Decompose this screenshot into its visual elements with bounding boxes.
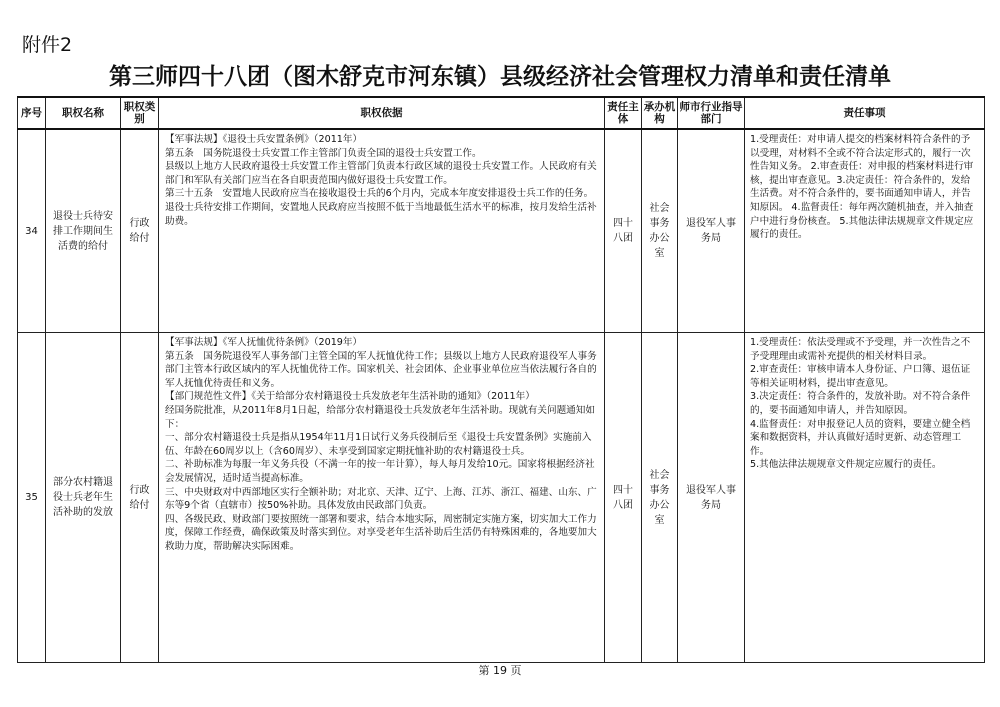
row-subject: 四十八团 bbox=[605, 129, 642, 333]
header-basis: 职权依据 bbox=[159, 97, 605, 129]
row-name: 退役士兵待安排工作期间生活费的给付 bbox=[46, 129, 121, 333]
table-header-row bbox=[18, 97, 985, 129]
header-category: 职权类别 bbox=[121, 97, 159, 129]
row-name: 部分农村籍退役士兵老年生活补助的发放 bbox=[46, 333, 121, 663]
row-subject: 四十八团 bbox=[605, 333, 642, 663]
header-duties: 责任事项 bbox=[745, 97, 985, 129]
row-duties: 1.受理责任：对申请人提交的档案材料符合条件的予以受理，对材料不全或不符合法定形式的，履行一次性告知义务。 2.审查责任：对申报的档案材料进行审核，提出审查意见。3.决定责任：符合条件的，发给生活费。对不符合条件的，要书面通知申请人，并告知原因。 4.监督责任：每年两次随机抽查，并入抽查户中进行身份核查。 5.其他法律法规规章文件规定应履行的责任。 bbox=[745, 129, 985, 333]
header-subject: 责任主体 bbox=[605, 97, 642, 129]
table-row bbox=[18, 129, 985, 333]
header-agency: 承办机构 bbox=[642, 97, 678, 129]
annex-label: 附件2 bbox=[22, 34, 73, 56]
row-guide-dept: 退役军人事务局 bbox=[678, 333, 745, 663]
row-category: 行政给付 bbox=[121, 333, 159, 663]
row-agency: 社会事务办公室 bbox=[642, 333, 678, 663]
row-seq: 35 bbox=[18, 333, 46, 663]
row-guide-dept: 退役军人事务局 bbox=[678, 129, 745, 333]
row-agency: 社会事务办公室 bbox=[642, 129, 678, 333]
header-guide-dept: 师市行业指导部门 bbox=[678, 97, 745, 129]
header-name: 职权名称 bbox=[46, 97, 121, 129]
row-basis: 【军事法规】《退役士兵安置条例》（2011年） 第五条 国务院退役士兵安置工作主管部门负责全国的退役士兵安置工作。 县级以上地方人民政府退役士兵安置工作主管部门负责本行政区域的退役士兵安置工作。人民政府有关部门和军队有关部门应当在各自职责范围内做好退役士兵安置工作。 第三十五条 安置地人民政府应当在接收退役士兵的6个月内，完成本年度安排退役士兵工作的任务。 退役士兵待安排工作期间，安置地人民政府应当按照不低于当地最低生活水平的标准，按月发给生活补助费。 bbox=[159, 129, 605, 333]
row-basis: 【军事法规】《军人抚恤优待条例》（2019年） 第五条 国务院退役军人事务部门主管全国的军人抚恤优待工作；县级以上地方人民政府退役军人事务部门主管本行政区域内的军人抚恤优待工作。国家机关、社会团体、企业事业单位应当依法履行各自的军人抚恤优待责任和义务。 【部门规范性文件】《关于给部分农村籍退役士兵发放老年生活补助的通知》（2011年） 经国务院批准，从2011年8月1日起，给部分农村籍退役士兵发放老年生活补助。现就有关问题通知如下： 一、部分农村籍退役士兵是指从1954年11月1日试行义务兵役制后至《退役士兵安置条例》实施前入伍、年龄在60周岁以上（含60周岁）、未享受到国家定期抚恤补助的农村籍退役士兵。 二、补助标准为每服一年义务兵役（不满一年的按一年计算），每人每月发给10元。国家将根据经济社会发展情况，适时适当提高标准。 三、中央财政对中西部地区实行全额补助；对北京、天津、辽宁、上海、江苏、浙江、福建、山东、广东等9个省（直辖市）按50%补助。具体发放由民政部门负责。 四、各级民政、财政部门要按照统一部署和要求，结合本地实际，周密制定实施方案，切实加大工作力度，保障工作经费，确保政策及时落实到位。对享受老年生活补助后生活仍有特殊困难的，各地要加大救助力度，帮助解决实际困难。 bbox=[159, 333, 605, 663]
row-duties: 1.受理责任：依法受理或不予受理，并一次性告之不予受理理由或需补充提供的相关材料目录。 2.审查责任：审核申请本人身份证、户口簿、退伍证等相关证明材料，提出审查意见。 3.决定责任：符合条件的，发放补助。对不符合条件的，要书面通知申请人，并告知原因。 4.监督责任：对申报登记人员的资料，要建立健全档案和数据资料，并认真做好适时更新、动态管理工作。 5.其他法律法规规章文件规定应履行的责任。 bbox=[745, 333, 985, 663]
header-seq: 序号 bbox=[18, 97, 46, 129]
page-title: 第三师四十八团（图木舒克市河东镇）县级经济社会管理权力清单和责任清单 bbox=[109, 64, 891, 90]
row-seq: 34 bbox=[18, 129, 46, 333]
power-list-table bbox=[17, 96, 985, 663]
row-category: 行政给付 bbox=[121, 129, 159, 333]
table-row bbox=[18, 333, 985, 663]
page-number: 第 19 页 bbox=[478, 664, 522, 677]
